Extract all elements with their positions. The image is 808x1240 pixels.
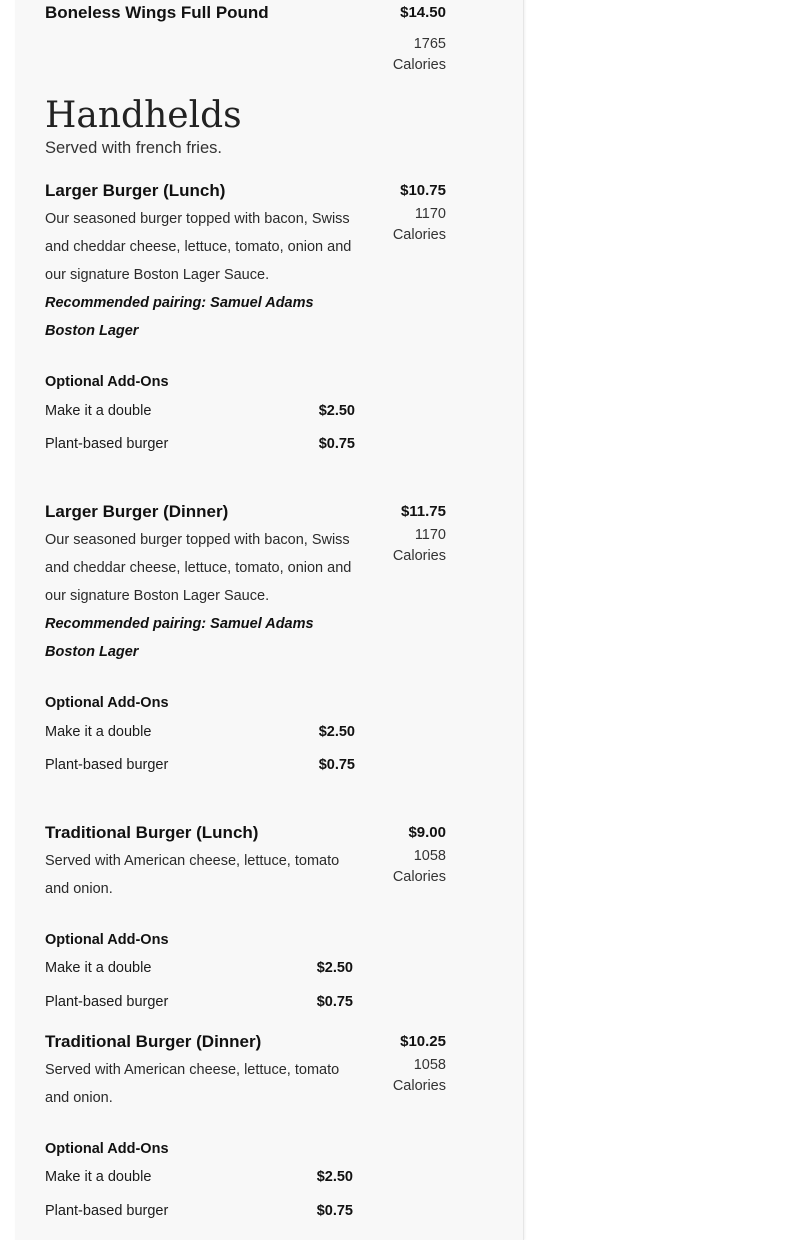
- item-price: $11.75: [400, 503, 446, 520]
- item-calories: 1058 Calories: [392, 1057, 446, 1094]
- menu-item[interactable]: [45, 822, 446, 1016]
- item-description: Served with American cheese, lettuce, tomato and onion.: [45, 1062, 340, 1106]
- addon-label: Plant-based burger: [45, 436, 169, 452]
- addon-label: Plant-based burger: [45, 994, 169, 1010]
- section-header: [45, 95, 446, 159]
- item-name: Traditional Burger (Dinner): [45, 1032, 262, 1051]
- item-calories: 1058 Calories: [392, 848, 446, 885]
- item-price: $14.50: [400, 4, 446, 21]
- item-name: Larger Burger (Dinner): [45, 502, 229, 521]
- addon-price: $0.75: [316, 1203, 353, 1219]
- item-calories: 1765 Calories: [392, 36, 446, 73]
- addon-row[interactable]: [45, 434, 355, 454]
- item-name: Larger Burger (Lunch): [45, 181, 226, 200]
- item-description: Our seasoned burger topped with bacon, Swiss and cheddar cheese, lettuce, tomato, onion and our signature Boston Lager Sauce.: [45, 211, 352, 283]
- addons-title: Optional Add-Ons: [45, 695, 169, 711]
- addon-price: $2.50: [316, 960, 353, 976]
- addon-row[interactable]: [45, 1201, 353, 1221]
- menu-item-boneless-wings[interactable]: [45, 2, 446, 76]
- addon-label: Plant-based burger: [45, 1203, 169, 1219]
- addon-label: Make it a double: [45, 960, 152, 976]
- addons-title: Optional Add-Ons: [45, 932, 169, 948]
- item-name: Traditional Burger (Lunch): [45, 823, 259, 842]
- addon-row[interactable]: [45, 958, 353, 978]
- addon-row[interactable]: [45, 992, 353, 1012]
- addon-row[interactable]: [45, 401, 355, 421]
- menu-item[interactable]: [45, 1031, 446, 1225]
- addon-row[interactable]: [45, 755, 355, 775]
- item-description: Served with American cheese, lettuce, tomato and onion.: [45, 853, 340, 897]
- addon-price: $0.75: [318, 436, 355, 452]
- addon-label: Make it a double: [45, 403, 152, 419]
- addon-label: Plant-based burger: [45, 757, 169, 773]
- addon-price: $2.50: [316, 1169, 353, 1185]
- item-calories: 1170 Calories: [392, 527, 446, 564]
- item-calories: 1170 Calories: [392, 206, 446, 243]
- addon-price: $2.50: [318, 403, 355, 419]
- addon-label: Make it a double: [45, 1169, 152, 1185]
- addon-label: Make it a double: [45, 724, 152, 740]
- addon-price: $0.75: [318, 757, 355, 773]
- item-price: $9.00: [408, 824, 446, 841]
- section-subtitle: Served with french fries.: [45, 139, 222, 157]
- item-description: Our seasoned burger topped with bacon, Swiss and cheddar cheese, lettuce, tomato, onion and our signature Boston Lager Sauce.: [45, 532, 352, 604]
- menu-item[interactable]: [45, 501, 446, 779]
- item-name: Boneless Wings Full Pound: [45, 3, 269, 22]
- addon-price: $2.50: [318, 724, 355, 740]
- addons-title: Optional Add-Ons: [45, 374, 169, 390]
- addon-price: $0.75: [316, 994, 353, 1010]
- addons-title: Optional Add-Ons: [45, 1141, 169, 1157]
- item-price: $10.75: [400, 182, 446, 199]
- item-price: $10.25: [400, 1033, 446, 1050]
- section-title: Handhelds: [45, 95, 242, 136]
- item-pairing: Recommended pairing: Samuel Adams Boston Lager: [45, 295, 314, 339]
- addon-row[interactable]: [45, 722, 355, 742]
- item-pairing: Recommended pairing: Samuel Adams Boston Lager: [45, 616, 314, 660]
- menu-item[interactable]: [45, 180, 446, 458]
- addon-row[interactable]: [45, 1167, 353, 1187]
